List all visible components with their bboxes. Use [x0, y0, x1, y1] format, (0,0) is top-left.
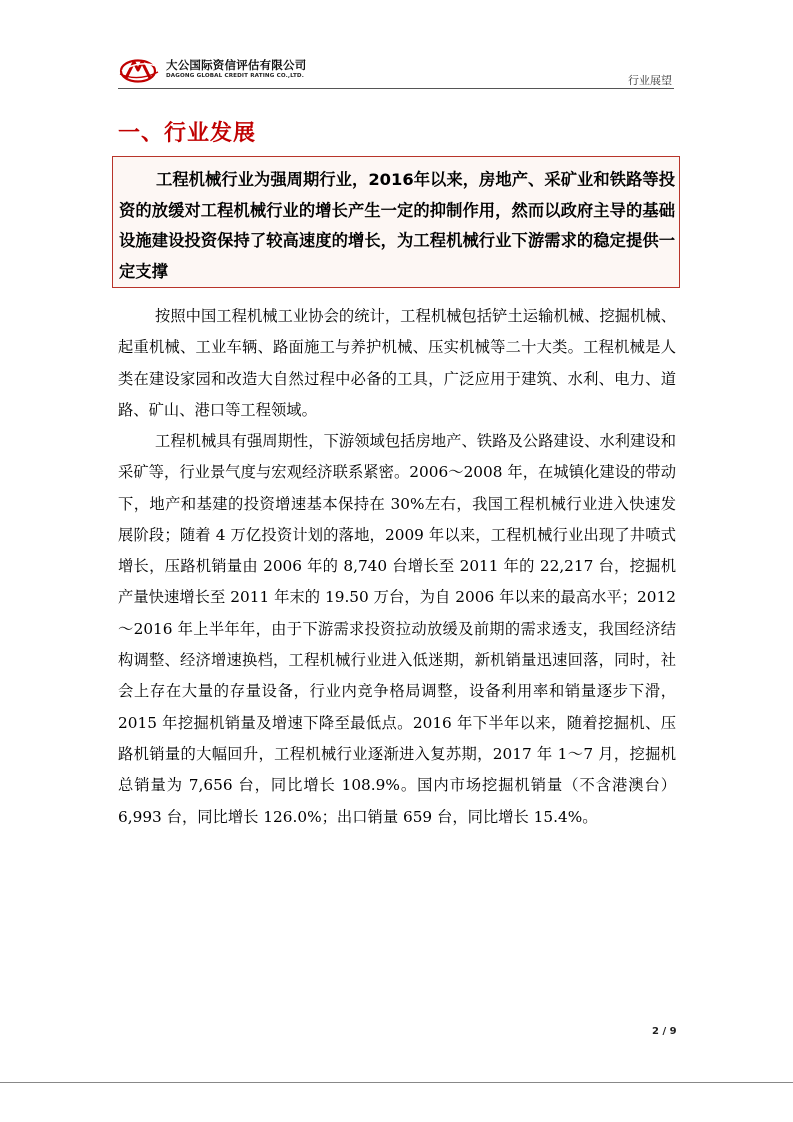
- body-paragraph-2: 工程机械具有强周期性，下游领域包括房地产、铁路及公路建设、水利建设和采矿等，行业景气度与宏观经济联系紧密。2006～2008 年，在城镇化建设的带动下，地产和基建的投资增速基本保持在 30%左右，我国工程机械行业进入快速发展阶段；随着 4 万亿投资计划的落地，2009 年以来，工程机械行业出现了井喷式增长，压路机销量由 2006 年的 8,740 台增长至 2011 年的 22,217 台，挖掘机产量快速增长至 2011 年末的 19.50 万台，为自 2006 年以来的最高水平；2012～2016 年上半年年，由于下游需求投资拉动放缓及前期的需求透支，我国经济结构调整、经济增速换档，工程机械行业进入低迷期，新机销量迅速回落，同时，社会上存在大量的存量设备，行业内竞争格局调整，设备利用率和销量逐步下滑，2015 年挖掘机销量及增速下降至最低点。2016 年下半年以来，随着挖掘机、压路机销量的大幅回升，工程机械行业逐渐进入复苏期，2017 年 1～7 月，挖掘机总销量为 7,656 台，同比增长 108.9%。国内市场挖掘机销量（不含港澳台）6,993 台，同比增长 126.0%；出口销量 659 台，同比增长 15.4%。: [118, 432, 676, 826]
- company-name-en: DAGONG GLOBAL CREDIT RATING CO.,LTD.: [166, 73, 305, 79]
- summary-text: 工程机械行业为强周期行业，2016年以来，房地产、采矿业和铁路等投资的放缓对工程机械行业的增长产生一定的抑制作用，然而以政府主导的基础设施建设投资保持了较高速度的增长，为工程机械行业下游需求的稳定提供一定支撑: [119, 170, 675, 281]
- dagong-logo-icon: [118, 56, 162, 84]
- page-header: [118, 54, 674, 88]
- summary-box: [112, 156, 680, 288]
- header-divider: [118, 88, 674, 89]
- footer-divider: [0, 1082, 793, 1083]
- body-paragraph-1: 按照中国工程机械工业协会的统计，工程机械包括铲土运输机械、挖掘机械、起重机械、工业车辆、路面施工与养护机械、压实机械等二十大类。工程机械是人类在建设家园和改造大自然过程中必备的工具，广泛应用于建筑、水利、电力、道路、矿山、港口等工程领域。: [118, 307, 676, 419]
- section-heading: 一、行业发展: [118, 121, 257, 146]
- section-label: 行业展望: [628, 74, 672, 87]
- page-number: 2 / 9: [652, 1026, 677, 1037]
- company-name-cn: 大公国际资信评估有限公司: [166, 58, 307, 72]
